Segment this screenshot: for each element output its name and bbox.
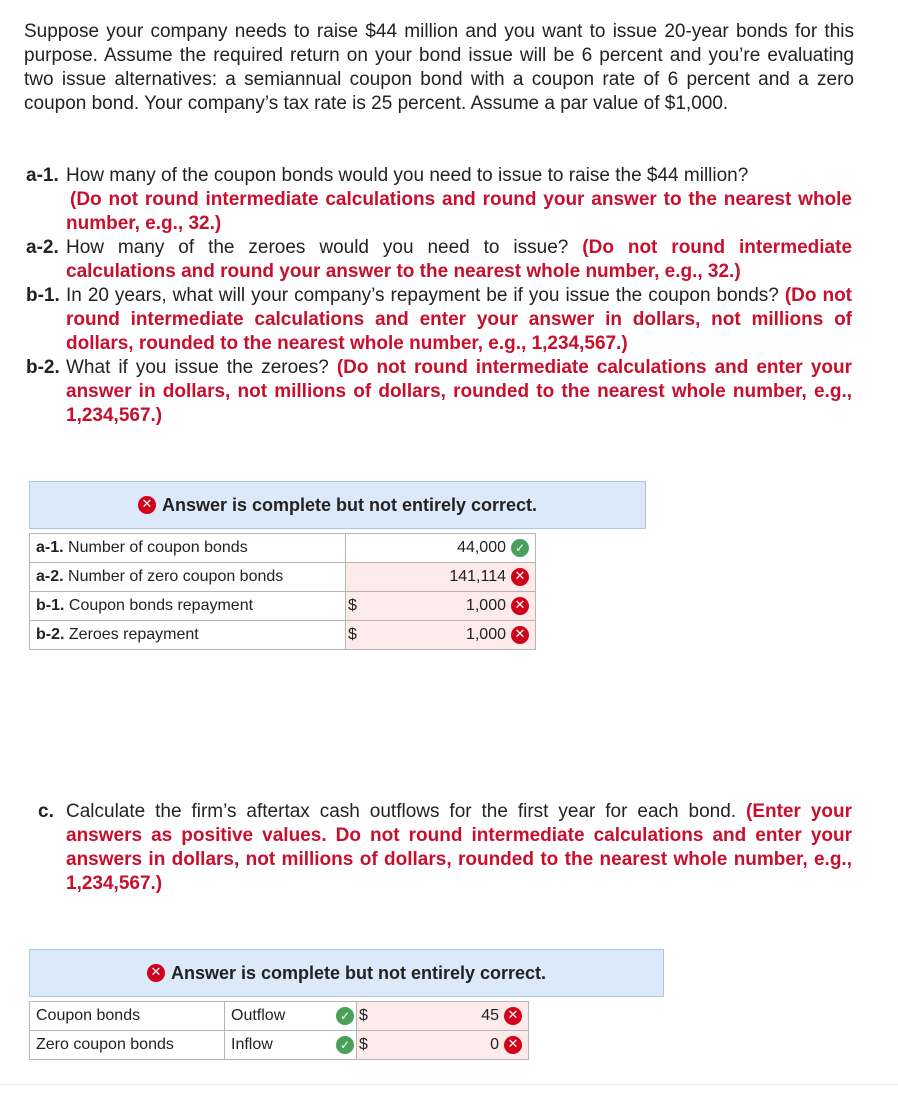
question-number: a-1.	[26, 165, 59, 186]
question-number: b-2.	[26, 357, 60, 378]
answer-table-2	[29, 1001, 529, 1060]
currency-symbol: $	[348, 626, 357, 643]
x-circle-icon: ✕	[504, 1036, 522, 1054]
problem-intro: Suppose your company needs to raise $44 million and you want to issue 20-year bonds for this purpose. Assume the required return on your bond issue will be 6 percent and you’re evaluating two issue alternatives: a semiannual coupon bond with a coupon rate of 6 percent and a zero coupon bond. Your company’s tax rate is 25 percent. Assume a par value of $1,000.	[24, 21, 854, 114]
answer-input[interactable]	[346, 592, 536, 621]
table-row	[30, 563, 536, 592]
question-a2	[26, 236, 852, 284]
question-instruction: (Enter your answers as positive values. Do not round intermediate calculations and enter your answers in dollars, not millions of dollars, rounded to the nearest whole number, e.g., 1,234,567.)	[66, 801, 852, 894]
answer-status-text: Answer is complete but not entirely correct.	[170, 962, 547, 983]
question-text: What if you issue the zeroes?	[66, 357, 329, 378]
question-instruction: (Do not round intermediate calculations and enter your answer in dollars, not millions of dollars, rounded to the nearest whole number, e.g., 1,234,567.)	[66, 357, 852, 426]
answer-value: 44,000	[457, 539, 506, 557]
bottom-divider	[0, 1084, 898, 1085]
question-instruction: (Do not round intermediate calculations and round your answer to the nearest whole number, e.g., 32.)	[66, 237, 853, 282]
answer-value: 1,000	[465, 597, 506, 615]
x-circle-icon: ✕	[504, 1007, 522, 1025]
question-text: How many of the zeroes would you need to issue?	[66, 237, 569, 258]
row-label: Zero coupon bonds	[30, 1031, 225, 1060]
question-instruction: (Do not round intermediate calculations and round your answer to the nearest whole number, e.g., 32.)	[66, 189, 852, 234]
question-text: How many of the coupon bonds would you need to issue to raise the $44 million?	[66, 165, 749, 186]
answer-value: 0	[490, 1036, 499, 1054]
answer-status-banner	[29, 949, 664, 997]
question-instruction: (Do not round intermediate calculations and enter your answer in dollars, not millions of dollars, rounded to the nearest whole number, e.g., 1,234,567.)	[66, 285, 852, 354]
x-circle-icon: ✕	[138, 496, 156, 514]
question-text: Calculate the firm’s aftertax cash outflows for the first year for each bond.	[66, 801, 737, 822]
answer-input[interactable]	[346, 534, 536, 563]
x-circle-icon: ✕	[511, 597, 529, 615]
table-row	[30, 1031, 529, 1060]
table-row	[30, 592, 536, 621]
table-row	[30, 534, 536, 563]
currency-symbol: $	[348, 597, 357, 614]
answer-input[interactable]	[346, 621, 536, 650]
row-label: a-1. Number of coupon bonds	[30, 534, 346, 563]
flow-value: Outflow	[231, 1007, 286, 1024]
answer-status-banner	[29, 481, 646, 529]
check-circle-icon: ✓	[336, 1036, 354, 1054]
row-label: a-2. Number of zero coupon bonds	[30, 563, 346, 592]
question-text: In 20 years, what will your company’s repayment be if you issue the coupon bonds?	[66, 285, 779, 306]
question-number: c.	[38, 801, 54, 822]
answer-value: 45	[481, 1007, 499, 1025]
answer-value: 1,000	[465, 626, 506, 644]
answer-table-1	[29, 533, 536, 650]
answer-input[interactable]	[346, 563, 536, 592]
answer-value: 141,114	[449, 568, 506, 586]
flow-value: Inflow	[231, 1036, 273, 1053]
check-circle-icon: ✓	[336, 1007, 354, 1025]
question-a1	[26, 164, 852, 236]
question-number: a-2.	[26, 237, 59, 258]
row-label: b-1. Coupon bonds repayment	[30, 592, 346, 621]
row-label: b-2. Zeroes repayment	[30, 621, 346, 650]
answer-input[interactable]	[357, 1002, 529, 1031]
flow-select[interactable]	[225, 1031, 357, 1060]
answer-input[interactable]	[357, 1031, 529, 1060]
table-row	[30, 1002, 529, 1031]
table-row	[30, 621, 536, 650]
question-b1	[26, 284, 852, 356]
check-circle-icon: ✓	[511, 539, 529, 557]
flow-select[interactable]	[225, 1002, 357, 1031]
question-b2	[26, 356, 852, 428]
x-circle-icon: ✕	[147, 964, 165, 982]
currency-symbol: $	[359, 1007, 368, 1024]
x-circle-icon: ✕	[511, 568, 529, 586]
answer-status-text: Answer is complete but not entirely correct.	[161, 494, 538, 515]
question-c	[26, 800, 852, 896]
row-label: Coupon bonds	[30, 1002, 225, 1031]
x-circle-icon: ✕	[511, 626, 529, 644]
currency-symbol: $	[359, 1036, 368, 1053]
question-number: b-1.	[26, 285, 60, 306]
